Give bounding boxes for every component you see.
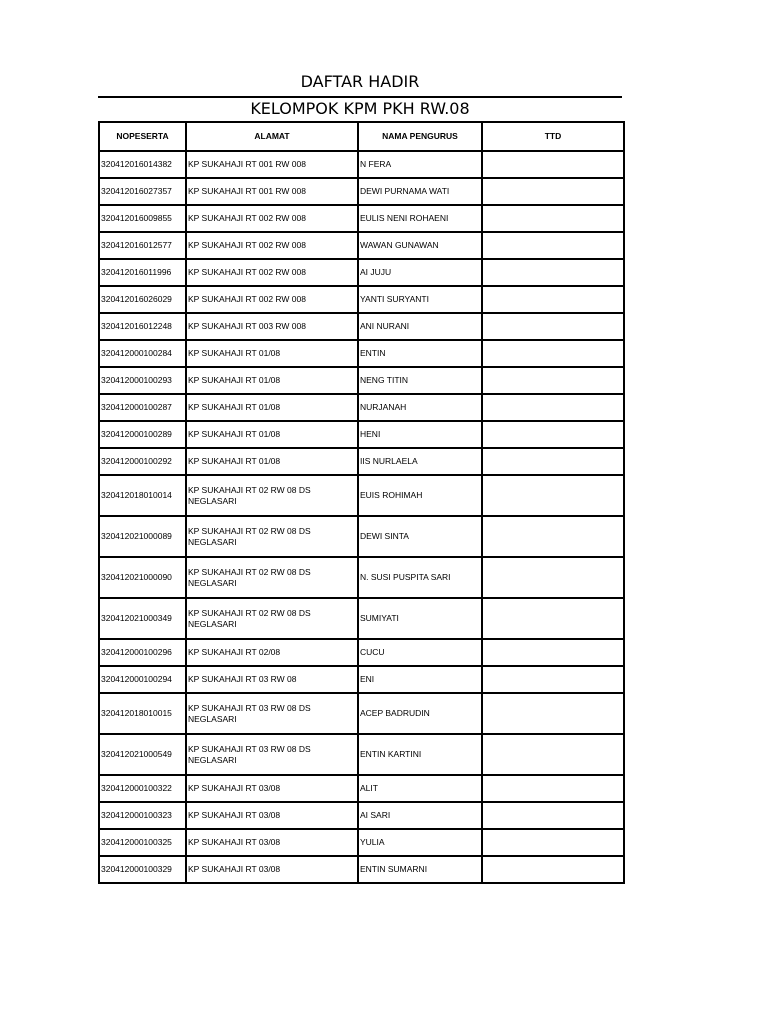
cell-nopeserta: 320412000100322	[99, 775, 186, 802]
cell-nopeserta: 320412016014382	[99, 151, 186, 178]
cell-alamat: KP SUKAHAJI RT 001 RW 008	[186, 178, 358, 205]
cell-nama-pengurus: HENI	[358, 421, 482, 448]
cell-alamat: KP SUKAHAJI RT 01/08	[186, 448, 358, 475]
cell-ttd-signature[interactable]	[482, 516, 624, 557]
cell-alamat: KP SUKAHAJI RT 02 RW 08 DS NEGLASARI	[186, 475, 358, 516]
cell-ttd-signature[interactable]	[482, 340, 624, 367]
cell-ttd-signature[interactable]	[482, 151, 624, 178]
cell-ttd-signature[interactable]	[482, 475, 624, 516]
cell-nopeserta: 320412000100329	[99, 856, 186, 883]
table-row	[99, 313, 624, 340]
cell-nopeserta: 320412000100294	[99, 666, 186, 693]
cell-nopeserta: 320412021000349	[99, 598, 186, 639]
cell-nama-pengurus: N FERA	[358, 151, 482, 178]
cell-ttd-signature[interactable]	[482, 775, 624, 802]
cell-alamat: KP SUKAHAJI RT 02 RW 08 DS NEGLASARI	[186, 557, 358, 598]
cell-alamat: KP SUKAHAJI RT 03/08	[186, 775, 358, 802]
table-header-row	[99, 122, 624, 151]
cell-ttd-signature[interactable]	[482, 367, 624, 394]
table-row	[99, 286, 624, 313]
cell-ttd-signature[interactable]	[482, 856, 624, 883]
cell-nama-pengurus: ENTIN KARTINI	[358, 734, 482, 775]
table-row	[99, 639, 624, 666]
cell-nama-pengurus: ANI NURANI	[358, 313, 482, 340]
cell-ttd-signature[interactable]	[482, 639, 624, 666]
attendance-table	[98, 121, 625, 884]
cell-alamat: KP SUKAHAJI RT 002 RW 008	[186, 232, 358, 259]
table-row	[99, 598, 624, 639]
table-row	[99, 178, 624, 205]
cell-nopeserta: 320412016012577	[99, 232, 186, 259]
table-row	[99, 151, 624, 178]
cell-alamat: KP SUKAHAJI RT 03 RW 08	[186, 666, 358, 693]
cell-ttd-signature[interactable]	[482, 394, 624, 421]
table-row	[99, 829, 624, 856]
header-nama-pengurus: NAMA PENGURUS	[358, 122, 482, 151]
cell-nama-pengurus: ALIT	[358, 775, 482, 802]
cell-nama-pengurus: ENTIN SUMARNI	[358, 856, 482, 883]
cell-nopeserta: 320412000100292	[99, 448, 186, 475]
table-row	[99, 232, 624, 259]
cell-alamat: KP SUKAHAJI RT 03/08	[186, 829, 358, 856]
cell-nopeserta: 320412021000089	[99, 516, 186, 557]
table-row	[99, 666, 624, 693]
table-row	[99, 340, 624, 367]
cell-nopeserta: 320412016026029	[99, 286, 186, 313]
table-row	[99, 693, 624, 734]
cell-ttd-signature[interactable]	[482, 421, 624, 448]
cell-ttd-signature[interactable]	[482, 829, 624, 856]
table-row	[99, 557, 624, 598]
cell-alamat: KP SUKAHAJI RT 02/08	[186, 639, 358, 666]
cell-nama-pengurus: NURJANAH	[358, 394, 482, 421]
table-row	[99, 775, 624, 802]
cell-ttd-signature[interactable]	[482, 557, 624, 598]
cell-ttd-signature[interactable]	[482, 666, 624, 693]
cell-alamat: KP SUKAHAJI RT 002 RW 008	[186, 205, 358, 232]
table-row	[99, 421, 624, 448]
cell-ttd-signature[interactable]	[482, 313, 624, 340]
table-row	[99, 475, 624, 516]
cell-nopeserta: 320412016009855	[99, 205, 186, 232]
cell-nama-pengurus: IIS NURLAELA	[358, 448, 482, 475]
cell-ttd-signature[interactable]	[482, 178, 624, 205]
cell-nopeserta: 320412016012248	[99, 313, 186, 340]
table-row	[99, 734, 624, 775]
cell-alamat: KP SUKAHAJI RT 03/08	[186, 856, 358, 883]
table-body	[99, 151, 624, 883]
cell-alamat: KP SUKAHAJI RT 03 RW 08 DS NEGLASARI	[186, 734, 358, 775]
table-row	[99, 367, 624, 394]
cell-alamat: KP SUKAHAJI RT 003 RW 008	[186, 313, 358, 340]
cell-ttd-signature[interactable]	[482, 259, 624, 286]
cell-alamat: KP SUKAHAJI RT 002 RW 008	[186, 259, 358, 286]
cell-nama-pengurus: WAWAN GUNAWAN	[358, 232, 482, 259]
cell-alamat: KP SUKAHAJI RT 02 RW 08 DS NEGLASARI	[186, 598, 358, 639]
cell-ttd-signature[interactable]	[482, 232, 624, 259]
cell-nopeserta: 320412000100284	[99, 340, 186, 367]
cell-alamat: KP SUKAHAJI RT 01/08	[186, 421, 358, 448]
cell-nama-pengurus: YANTI SURYANTI	[358, 286, 482, 313]
cell-alamat: KP SUKAHAJI RT 01/08	[186, 367, 358, 394]
cell-nopeserta: 320412016011996	[99, 259, 186, 286]
cell-alamat: KP SUKAHAJI RT 01/08	[186, 394, 358, 421]
cell-nama-pengurus: EULIS NENI ROHAENI	[358, 205, 482, 232]
document-subtitle: KELOMPOK KPM PKH RW.08	[250, 99, 470, 118]
cell-nopeserta: 320412018010014	[99, 475, 186, 516]
cell-nopeserta: 320412000100287	[99, 394, 186, 421]
cell-ttd-signature[interactable]	[482, 205, 624, 232]
cell-alamat: KP SUKAHAJI RT 03 RW 08 DS NEGLASARI	[186, 693, 358, 734]
cell-ttd-signature[interactable]	[482, 286, 624, 313]
cell-nama-pengurus: ENTIN	[358, 340, 482, 367]
cell-alamat: KP SUKAHAJI RT 002 RW 008	[186, 286, 358, 313]
cell-nama-pengurus: NENG TITIN	[358, 367, 482, 394]
cell-nama-pengurus: EUIS ROHIMAH	[358, 475, 482, 516]
cell-ttd-signature[interactable]	[482, 693, 624, 734]
cell-nama-pengurus: ENI	[358, 666, 482, 693]
table-row	[99, 856, 624, 883]
table-row	[99, 259, 624, 286]
cell-nama-pengurus: N. SUSI PUSPITA SARI	[358, 557, 482, 598]
header-ttd: TTD	[482, 122, 624, 151]
table-row	[99, 205, 624, 232]
cell-nopeserta: 320412000100325	[99, 829, 186, 856]
cell-nama-pengurus: AI SARI	[358, 802, 482, 829]
cell-alamat: KP SUKAHAJI RT 001 RW 008	[186, 151, 358, 178]
cell-nopeserta: 320412021000090	[99, 557, 186, 598]
cell-nopeserta: 320412021000549	[99, 734, 186, 775]
cell-nopeserta: 320412016027357	[99, 178, 186, 205]
cell-ttd-signature[interactable]	[482, 448, 624, 475]
table-row	[99, 448, 624, 475]
cell-nopeserta: 320412018010015	[99, 693, 186, 734]
cell-nopeserta: 320412000100289	[99, 421, 186, 448]
cell-nopeserta: 320412000100293	[99, 367, 186, 394]
table-row	[99, 802, 624, 829]
cell-alamat: KP SUKAHAJI RT 03/08	[186, 802, 358, 829]
title-divider	[98, 96, 622, 98]
cell-nopeserta: 320412000100323	[99, 802, 186, 829]
cell-nama-pengurus: SUMIYATI	[358, 598, 482, 639]
table-row	[99, 516, 624, 557]
cell-nopeserta: 320412000100296	[99, 639, 186, 666]
cell-nama-pengurus: DEWI SINTA	[358, 516, 482, 557]
cell-alamat: KP SUKAHAJI RT 02 RW 08 DS NEGLASARI	[186, 516, 358, 557]
cell-nama-pengurus: ACEP BADRUDIN	[358, 693, 482, 734]
cell-ttd-signature[interactable]	[482, 734, 624, 775]
cell-nama-pengurus: YULIA	[358, 829, 482, 856]
cell-nama-pengurus: AI JUJU	[358, 259, 482, 286]
header-nopeserta: NOPESERTA	[99, 122, 186, 151]
cell-ttd-signature[interactable]	[482, 802, 624, 829]
cell-nama-pengurus: DEWI PURNAMA WATI	[358, 178, 482, 205]
cell-nama-pengurus: CUCU	[358, 639, 482, 666]
cell-alamat: KP SUKAHAJI RT 01/08	[186, 340, 358, 367]
cell-ttd-signature[interactable]	[482, 598, 624, 639]
document-title: DAFTAR HADIR	[300, 72, 420, 91]
header-alamat: ALAMAT	[186, 122, 358, 151]
table-row	[99, 394, 624, 421]
